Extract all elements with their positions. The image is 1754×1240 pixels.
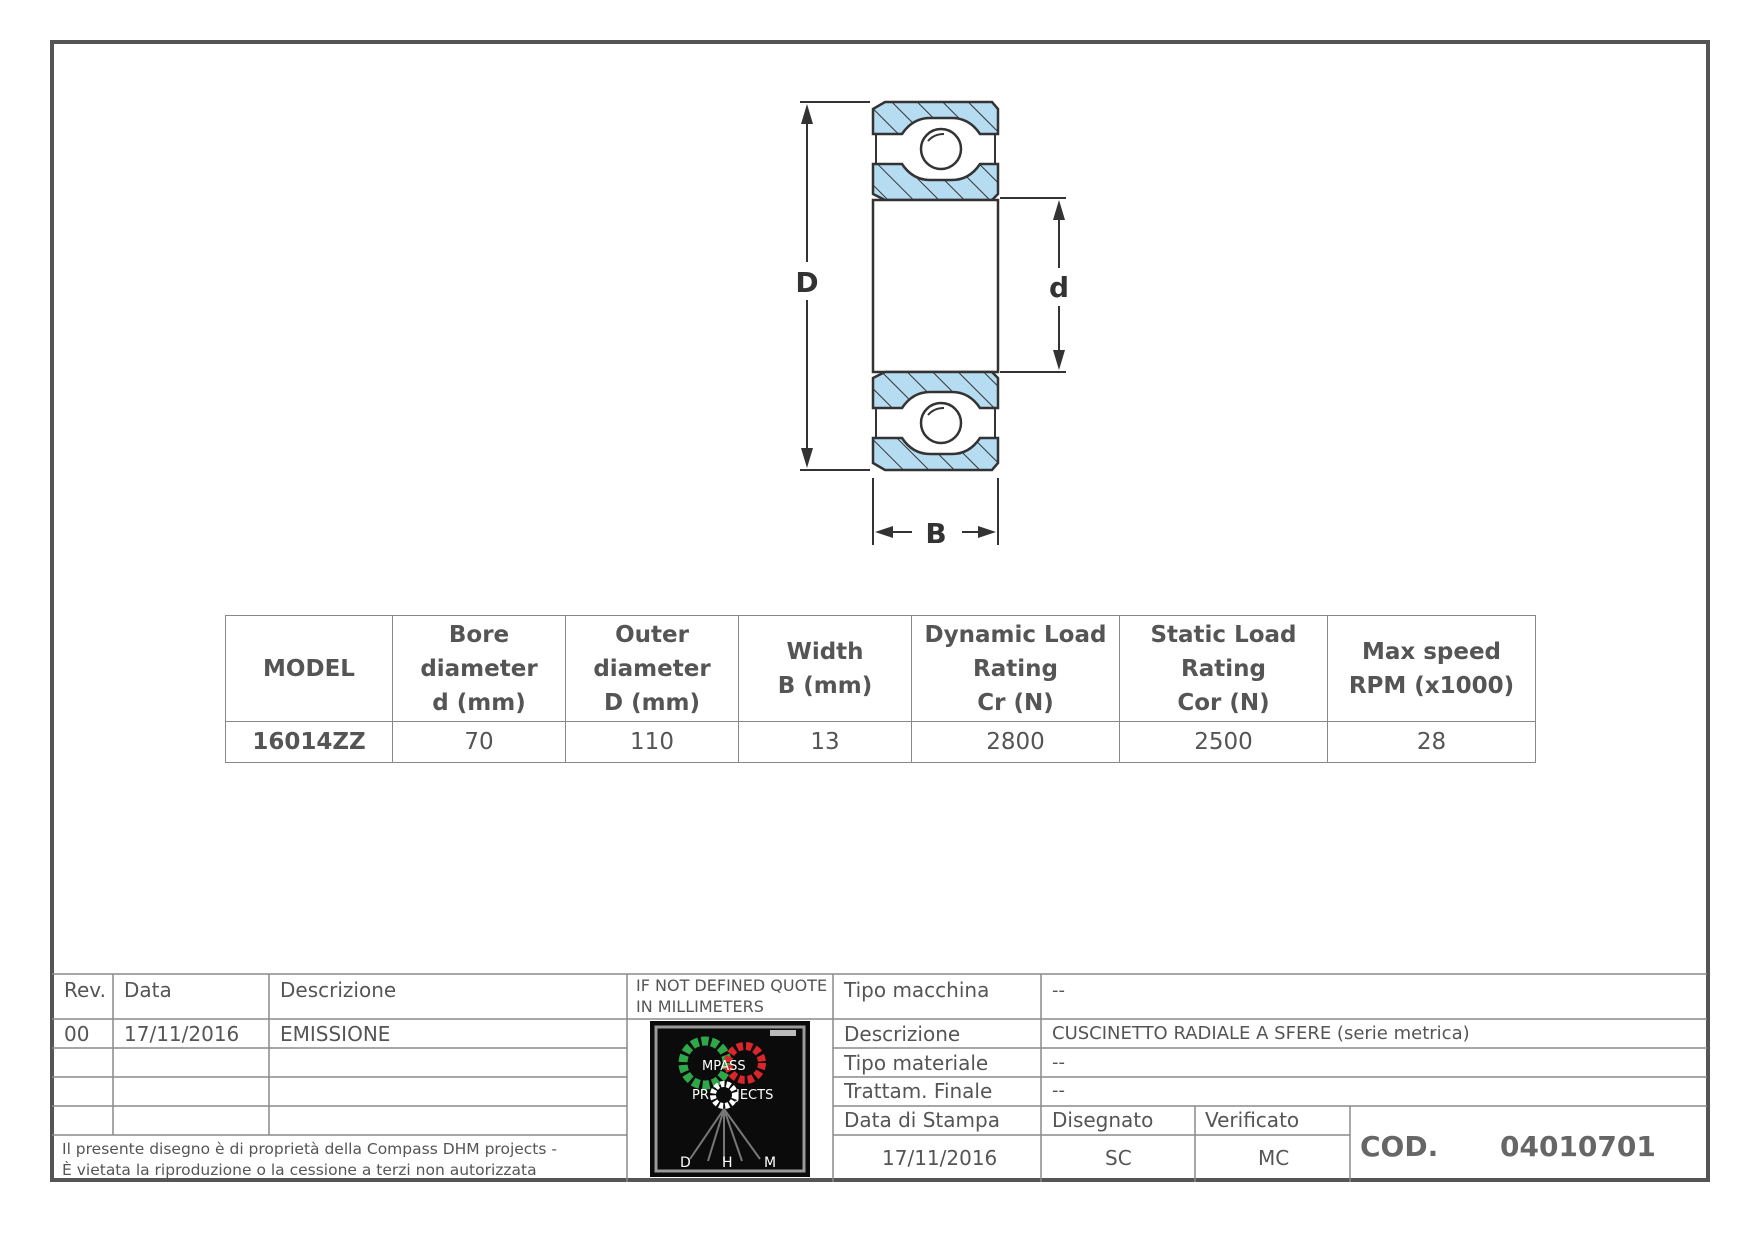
data-stampa-label: Data di Stampa — [844, 1108, 1000, 1132]
cell-bore-diameter: 70 — [393, 722, 566, 763]
cell-width: 13 — [739, 722, 912, 763]
dimension-label-D: D — [795, 266, 819, 299]
descrizione2-label: Descrizione — [844, 1022, 961, 1046]
header-outer-diameter: Outer diameter D (mm) — [566, 616, 739, 722]
logo-letter-d: D — [680, 1155, 691, 1171]
quote-note-line2: IN MILLIMETERS — [636, 997, 764, 1016]
logo-text-mid-right: JECTS — [736, 1088, 774, 1103]
cell-dynamic-load: 2800 — [912, 722, 1120, 763]
descrizione2-value: CUSCINETTO RADIALE A SFERE (serie metrica) — [1052, 1023, 1470, 1044]
cod-label: COD. — [1360, 1130, 1439, 1163]
disegnato-label: Disegnato — [1052, 1108, 1154, 1132]
header-width: Width B (mm) — [739, 616, 912, 722]
compass-dhm-logo — [650, 1021, 810, 1177]
descrizione-label: Descrizione — [280, 978, 397, 1002]
logo-letter-h: H — [722, 1155, 733, 1171]
descrizione-value: EMISSIONE — [280, 1022, 391, 1046]
dimension-label-B: B — [925, 517, 947, 550]
logo-text-top: MPASS — [702, 1059, 746, 1074]
cell-model: 16014ZZ — [226, 722, 393, 763]
data-stampa-value: 17/11/2016 — [882, 1146, 998, 1170]
logo-letter-m: M — [764, 1155, 777, 1171]
cell-max-speed: 28 — [1328, 722, 1536, 763]
data-value: 17/11/2016 — [124, 1022, 240, 1046]
header-max-speed: Max speed RPM (x1000) — [1328, 616, 1536, 722]
rev-value: 00 — [64, 1022, 90, 1046]
logo-text-mid-left: PR — [692, 1088, 709, 1103]
header-dynamic-load: Dynamic Load Rating Cr (N) — [912, 616, 1120, 722]
header-bore-diameter: Bore diameter d (mm) — [393, 616, 566, 722]
tipo-macchina-value: -- — [1052, 980, 1065, 1001]
cell-outer-diameter: 110 — [566, 722, 739, 763]
trattam-value: -- — [1052, 1080, 1065, 1101]
cod-value: 04010701 — [1500, 1130, 1656, 1163]
cell-static-load: 2500 — [1120, 722, 1328, 763]
ownership-line2: È vietata la riproduzione o la cessione a terzi non autorizzata — [62, 1161, 537, 1179]
rev-label: Rev. — [64, 978, 106, 1002]
quote-note-line1: IF NOT DEFINED QUOTE — [636, 976, 828, 995]
verificato-label: Verificato — [1205, 1108, 1300, 1132]
header-static-load: Static Load Rating Cor (N) — [1120, 616, 1328, 722]
tipo-materiale-label: Tipo materiale — [844, 1051, 989, 1075]
title-block — [52, 974, 1707, 1181]
dimension-label-d: d — [1048, 271, 1070, 304]
trattam-label: Trattam. Finale — [844, 1079, 993, 1103]
data-label: Data — [124, 978, 172, 1002]
tipo-materiale-value: -- — [1052, 1052, 1065, 1073]
disegnato-value: SC — [1105, 1146, 1132, 1170]
ownership-line1: Il presente disegno è di proprietà della Compass DHM projects - — [62, 1140, 557, 1158]
tipo-macchina-label: Tipo macchina — [844, 978, 990, 1002]
header-model: MODEL — [226, 616, 393, 722]
verificato-value: MC — [1258, 1146, 1290, 1170]
